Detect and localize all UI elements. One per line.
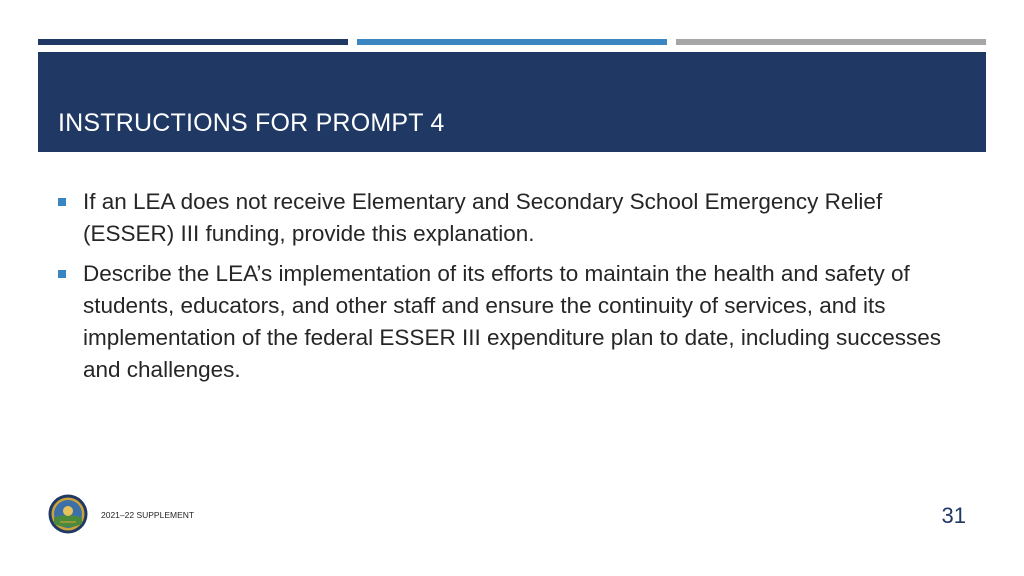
bullet-square-icon xyxy=(58,270,66,278)
slide-title: INSTRUCTIONS FOR PROMPT 4 xyxy=(58,109,445,137)
bullet-item xyxy=(58,258,958,386)
footer-label: 2021–22 SUPPLEMENT xyxy=(101,510,195,520)
bullet-list xyxy=(58,186,958,394)
header-stripe-gray xyxy=(676,39,986,45)
state-seal-icon xyxy=(48,494,88,534)
bullet-text: If an LEA does not receive Elementary and Secondary School Emergency Relief (ESSER) III funding, provide this explanation. xyxy=(83,189,883,246)
header-stripe-blue xyxy=(357,39,667,45)
bullet-item xyxy=(58,186,958,250)
bullet-square-icon xyxy=(58,198,66,206)
page-number: 31 xyxy=(941,503,966,528)
title-bar xyxy=(38,52,986,152)
header-stripe-dark xyxy=(38,39,348,45)
bullet-text: Describe the LEA’s implementation of its efforts to maintain the health and safety of students, educators, and other staff and ensure the continuity of services, and its implementation of the federal ESSER III expenditure plan to date, including successes and challenges. xyxy=(83,261,941,382)
